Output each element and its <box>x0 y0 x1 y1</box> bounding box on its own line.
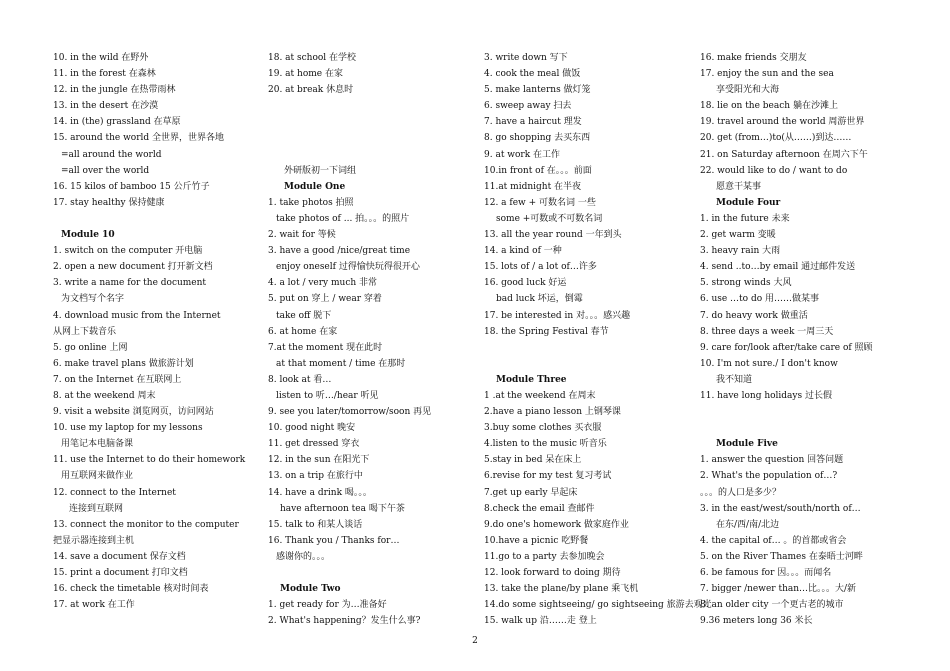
phrase-line: 6. sweep away 扫去 <box>484 101 572 112</box>
phrase-line: 12. in the jungle 在热带雨林 <box>53 85 176 96</box>
phrase-line: have afternoon tea 喝下午茶 <box>280 503 405 514</box>
column-2 <box>268 50 431 629</box>
phrase-line: 5.stay in bed 呆在床上 <box>484 455 582 466</box>
phrase-line: 11. get dressed 穿衣 <box>268 439 360 450</box>
phrase-line: 为文档写个名字 <box>61 294 125 305</box>
phrase-line: 享受阳光和大海 <box>716 85 780 96</box>
phrase-line: 10. use my laptop for my lessons <box>53 423 203 434</box>
phrase-line: 17. stay healthy 保持健康 <box>53 197 165 208</box>
phrase-line: 21. on Saturday afternoon 在周六下午 <box>700 149 868 160</box>
phrase-line: 12. look forward to doing 期待 <box>484 568 621 578</box>
column-3 <box>484 50 712 629</box>
phrase-line: 。。。的人口是多少？ <box>700 487 782 498</box>
phrase-line: 5. go online 上网 <box>53 342 128 353</box>
phrase-line: 2. What's happening？发生什么事? <box>268 616 421 627</box>
phrase-line: 9. care for/look after/take care of 照顾 <box>700 342 873 353</box>
phrase-line: 10. good night 晚安 <box>268 423 356 434</box>
phrase-line: 5. on the River Thames 在泰晤士河畔 <box>700 551 863 562</box>
phrase-line: 5. make lanterns 做灯笼 <box>484 85 591 96</box>
phrase-line: 11. have long holidays 过长假 <box>700 390 832 401</box>
phrase-line: 6. at home 在家 <box>268 326 338 337</box>
module-heading: Module 10 <box>61 230 115 241</box>
phrase-line: 11. use the Internet to do their homework <box>53 455 246 466</box>
phrase-line: 13. connect the monitor to the computer <box>53 519 239 530</box>
phrase-line: 7.at the moment 现在此时 <box>268 342 383 353</box>
phrase-line: 13. in the desert 在沙漠 <box>53 101 159 112</box>
phrase-line: 11.go to a party 去参加晚会 <box>484 551 605 562</box>
phrase-line: 3. heavy rain 大雨 <box>700 246 781 257</box>
phrase-line: 14. in (the) grassland 在草原 <box>53 117 181 128</box>
module-heading: Module Four <box>716 197 781 208</box>
phrase-line: 2. open a new document 打开新文档 <box>53 262 213 273</box>
phrase-line: 把显示器连接到主机 <box>53 535 135 546</box>
phrase-line: 10.have a picnic 吃野餐 <box>484 535 589 546</box>
phrase-line: 3. have a good /nice/great time <box>268 246 411 257</box>
phrase-line: 15. around the world 全世界，世界各地 <box>53 133 225 144</box>
phrase-line: take off 脱下 <box>276 310 332 321</box>
phrase-line: 3. write a name for the document <box>53 278 207 289</box>
page-number: 2 <box>472 636 478 646</box>
phrase-line: 5. put on 穿上 / wear 穿着 <box>268 294 382 305</box>
blank-line <box>268 565 431 581</box>
phrase-line: 14. a kind of 一种 <box>484 246 562 257</box>
phrase-line: 3. write down 写下 <box>484 53 568 63</box>
phrase-line: 10. in the wild 在野外 <box>53 53 149 63</box>
phrase-line: 5. strong winds 大风 <box>700 278 792 289</box>
phrase-line: 外研版初一下词组 <box>284 165 357 176</box>
phrase-line: at that moment / time 在那时 <box>276 358 406 369</box>
phrase-line: 7.get up early 早起床 <box>484 487 578 498</box>
phrase-line: 4. a lot / very much 非常 <box>268 278 378 289</box>
phrase-line: 13. take the plane/by plane 乘飞机 <box>484 584 639 595</box>
phrase-line: 11. in the forest 在森林 <box>53 69 156 80</box>
phrase-line: 7. bigger /newer than…比。。。大/新 <box>700 584 857 595</box>
phrase-line: 13. on a trip 在旅行中 <box>268 471 363 482</box>
phrase-line: 17. at work 在工作 <box>53 600 135 611</box>
phrase-line: 17. enjoy the sun and the sea <box>700 69 834 80</box>
module-heading: Module Three <box>496 374 567 385</box>
blank-line <box>53 211 245 227</box>
phrase-line: 9. visit a website 浏览网页，访问网站 <box>53 407 214 418</box>
phrase-line: 感谢你的。。。 <box>276 551 331 562</box>
phrase-line: 19. at home 在家 <box>268 69 343 80</box>
phrase-line: 7. do heavy work 做重活 <box>700 310 808 321</box>
phrase-line: 2.have a piano lesson 上钢琴课 <box>484 407 621 418</box>
phrase-line: 14. have a drink 喝。。。 <box>268 487 372 498</box>
phrase-line: 14. save a document 保存文档 <box>53 551 186 562</box>
phrase-line: 8. go shopping 去买东西 <box>484 133 591 144</box>
phrase-line: 愿意干某事 <box>716 181 762 192</box>
phrase-line: 16. good luck 好运 <box>484 278 567 289</box>
phrase-line: 16. check the timetable 核对时间表 <box>53 584 209 595</box>
phrase-line: 14.do some sightseeing/ go sightseeing 旅游去观光 <box>484 600 712 611</box>
phrase-line: 19. travel around the world 周游世界 <box>700 117 865 128</box>
phrase-line: 12. connect to the Internet <box>53 487 176 498</box>
phrase-line: 6.revise for my test 复习考试 <box>484 471 612 482</box>
phrase-line: bad luck 坏运，倒霉 <box>496 294 583 305</box>
phrase-line: 15. talk to 和某人谈话 <box>268 519 363 530</box>
phrase-line: 15. walk up 沿……走 登上 <box>484 616 597 627</box>
phrase-line: 12. a few + 可数名词 一些 <box>484 197 596 208</box>
phrase-line: 2. What's the population of…? <box>700 471 838 482</box>
phrase-line: 4. cook the meal 做饭 <box>484 69 581 80</box>
module-heading: Module Two <box>280 584 341 595</box>
phrase-line: 在东/西/南/北边 <box>716 519 780 530</box>
phrase-line: 18. the Spring Festival 春节 <box>484 326 609 337</box>
phrase-line: 16. 15 kilos of bamboo 15 公斤竹子 <box>53 181 210 192</box>
phrase-line: 7. have a haircut 理发 <box>484 117 582 128</box>
phrase-line: 15. print a document 打印文档 <box>53 568 188 578</box>
blank-line <box>268 130 431 146</box>
blank-line <box>700 404 873 420</box>
phrase-line: 1 .at the weekend 在周末 <box>484 390 596 401</box>
phrase-line: enjoy oneself 过得愉快玩得很开心 <box>276 262 420 273</box>
phrase-line: 7. on the Internet 在互联网上 <box>53 374 182 385</box>
phrase-line: 9. at work 在工作 <box>484 149 561 160</box>
module-heading: Module One <box>284 181 346 192</box>
phrase-line: 13. all the year round 一年到头 <box>484 230 622 241</box>
blank-line <box>268 114 431 130</box>
phrase-line: 8.check the email 查邮件 <box>484 503 595 514</box>
phrase-line: 6. be famous for 因。。。而闻名 <box>700 568 832 578</box>
blank-line <box>700 420 873 436</box>
phrase-line: =all over the world <box>61 165 150 176</box>
phrase-line: 用互联网来做作业 <box>61 471 134 482</box>
phrase-line: 16. make friends 交朋友 <box>700 53 807 63</box>
blank-line <box>484 356 712 372</box>
phrase-line: 10. I'm not sure./ I don't know <box>700 358 838 369</box>
phrase-line: 18. lie on the beach 躺在沙滩上 <box>700 101 838 112</box>
phrase-line: 1. get ready for 为…准备好 <box>268 600 387 611</box>
column-4 <box>700 50 873 629</box>
phrase-line: 4.listen to the music 听音乐 <box>484 439 607 450</box>
blank-line <box>268 147 431 163</box>
phrase-line: 1. in the future 未来 <box>700 213 790 224</box>
phrase-line: 8. an older city 一个更古老的城市 <box>700 600 844 611</box>
phrase-line: 用笔记本电脑备课 <box>61 439 134 450</box>
phrase-line: 17. be interested in 对。。。感兴趣 <box>484 310 631 321</box>
phrase-line: 2. get warm 变暖 <box>700 230 776 241</box>
phrase-line: 15. lots of / a lot of…许多 <box>484 262 597 273</box>
phrase-line: 16. Thank you / Thanks for… <box>268 535 400 546</box>
phrase-line: some +可数或不可数名词 <box>496 213 603 224</box>
phrase-line: 20. at break 休息时 <box>268 85 354 96</box>
phrase-line: 11.at midnight 在半夜 <box>484 181 582 192</box>
phrase-line: 从网上下载音乐 <box>53 326 117 337</box>
phrase-line: 9.do one's homework 做家庭作业 <box>484 519 629 530</box>
blank-line <box>268 98 431 114</box>
phrase-line: 2. wait for 等候 <box>268 230 336 241</box>
phrase-line: 22. would like to do / want to do <box>700 165 848 176</box>
phrase-line: 4. download music from the Internet <box>53 310 221 321</box>
phrase-line: 3.buy some clothes 买衣服 <box>484 423 602 434</box>
phrase-line: 6. use …to do 用……做某事 <box>700 294 819 305</box>
phrase-line: take photos of ... 拍。。。的照片 <box>276 213 410 224</box>
phrase-line: 8. at the weekend 周末 <box>53 390 156 401</box>
module-heading: Module Five <box>716 439 778 450</box>
phrase-line: 18. at school 在学校 <box>268 53 357 63</box>
phrase-line: 3. in the east/west/south/north of… <box>700 503 861 514</box>
phrase-line: 8. look at 看… <box>268 374 332 385</box>
blank-line <box>484 340 712 356</box>
phrase-line: 4. send ..to…by email 通过邮件发送 <box>700 262 856 273</box>
phrase-line: 4. the capital of… 。的首都或省会 <box>700 535 847 546</box>
phrase-line: 6. make travel plans 做旅游计划 <box>53 358 194 369</box>
phrase-line: 1. answer the question 回答问题 <box>700 455 844 466</box>
phrase-line: 1. take photos 拍照 <box>268 197 354 208</box>
phrase-line: 10.in front of 在。。。前面 <box>484 165 592 176</box>
phrase-line: 9. see you later/tomorrow/soon 再见 <box>268 407 432 418</box>
phrase-line: 我不知道 <box>716 374 753 385</box>
phrase-line: 20. get (from…)to(从……)到达…… <box>700 133 852 144</box>
phrase-line: 1. switch on the computer 开电脑 <box>53 246 203 257</box>
phrase-line: listen to 听…/hear 听见 <box>276 390 379 401</box>
phrase-line: 8. three days a week 一周三天 <box>700 326 834 337</box>
phrase-line: 连接到互联网 <box>69 503 124 514</box>
phrase-line: 12. in the sun 在阳光下 <box>268 455 370 466</box>
phrase-line: 9.36 meters long 36 米长 <box>700 616 813 627</box>
column-1 <box>53 50 245 613</box>
phrase-line: =all around the world <box>61 149 162 160</box>
